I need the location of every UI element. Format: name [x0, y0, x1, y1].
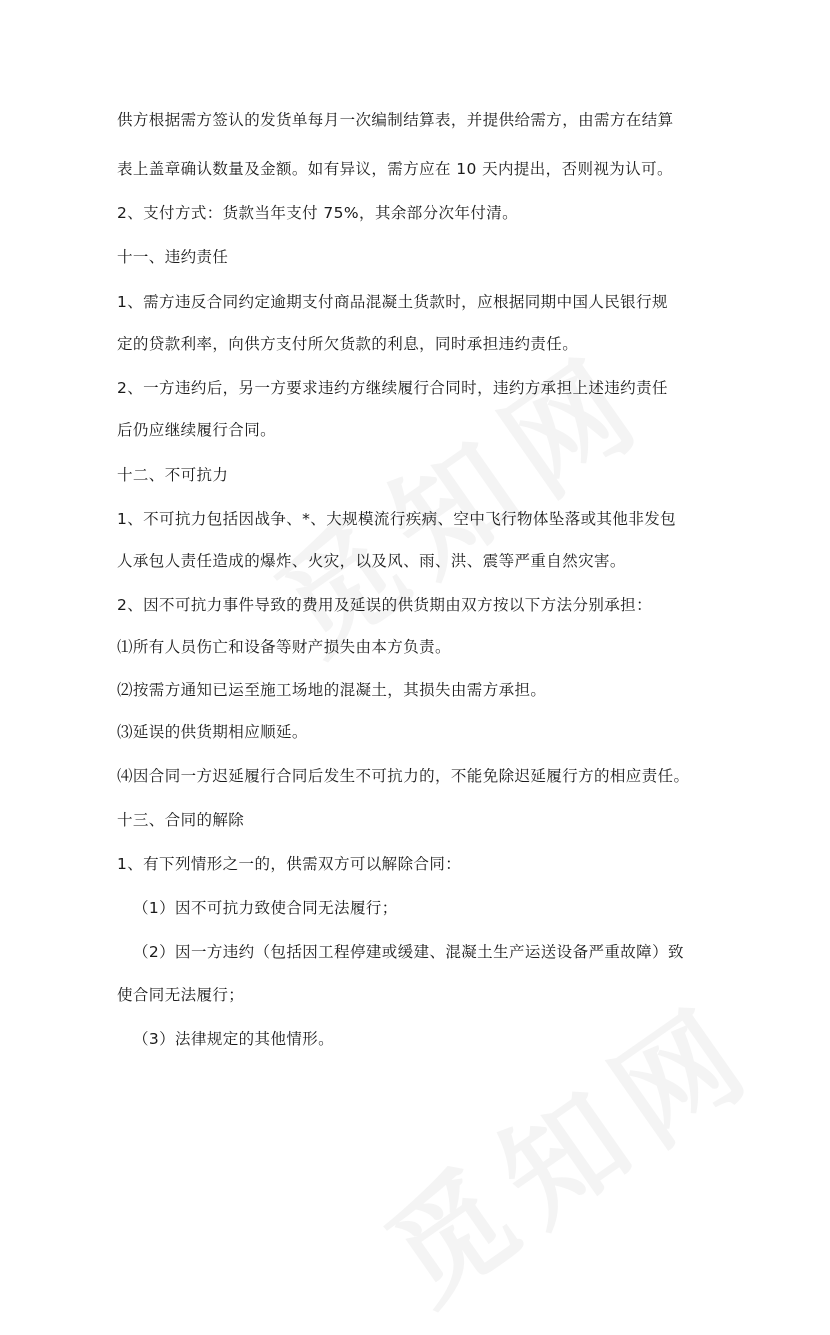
list-item: ⑵按需方通知已运至施工场地的混凝土，其损失由需方承担。: [117, 681, 547, 699]
list-item: ⑶延误的供货期相应顺延。: [117, 723, 308, 741]
body-text-line: 后仍应继续履行合同。: [117, 421, 277, 439]
body-text-line: 2、因不可抗力事件导致的费用及延误的供货期由双方按以下方法分别承担：: [117, 596, 652, 614]
body-text-line: 1、需方违反合同约定逾期支付商品混凝土货款时，应根据同期中国人民银行规: [117, 293, 668, 311]
body-text-line: 2、支付方式：货款当年支付 75%，其余部分次年付清。: [117, 204, 519, 222]
watermark: [238, 307, 676, 685]
list-item: （3）法律规定的其他情形。: [133, 1030, 335, 1048]
body-text-line: 1、不可抗力包括因战争、*、大规模流行疾病、空中飞行物体坠落或其他非发包: [117, 510, 677, 528]
list-item: （1）因不可抗力致使合同无法履行；: [133, 899, 398, 917]
body-text-line: 人承包人责任造成的爆炸、火灾，以及风、雨、洪、震等严重自然灾害。: [117, 552, 626, 570]
list-item: （2）因一方违约（包括因工程停建或缓建、混凝土生产运送设备严重故障）致: [133, 943, 684, 961]
section-heading: 十二、不可抗力: [117, 466, 229, 484]
list-item: ⑷因合同一方迟延履行合同后发生不可抗力的，不能免除迟延履行方的相应责任。: [117, 767, 690, 785]
body-text-line: 使合同无法履行；: [117, 986, 245, 1004]
list-item: ⑴所有人员伤亡和设备等财产损失由本方负责。: [117, 638, 451, 656]
body-text-line: 定的贷款利率，向供方支付所欠货款的利息，同时承担违约责任。: [117, 335, 579, 353]
body-text-line: 1、有下列情形之一的，供需双方可以解除合同：: [117, 855, 462, 873]
body-text-line: 2、一方违约后，另一方要求违约方继续履行合同时，违约方承担上述违约责任: [117, 379, 668, 397]
section-heading: 十三、合同的解除: [117, 811, 245, 829]
section-heading: 十一、违约责任: [117, 248, 229, 266]
body-text-line: 表上盖章确认数量及金额。如有异议，需方应在 10 天内提出，否则视为认可。: [117, 160, 673, 178]
watermark: [348, 957, 786, 1335]
body-text-line: 供方根据需方签认的发货单每月一次编制结算表，并提供给需方，由需方在结算: [117, 111, 674, 129]
